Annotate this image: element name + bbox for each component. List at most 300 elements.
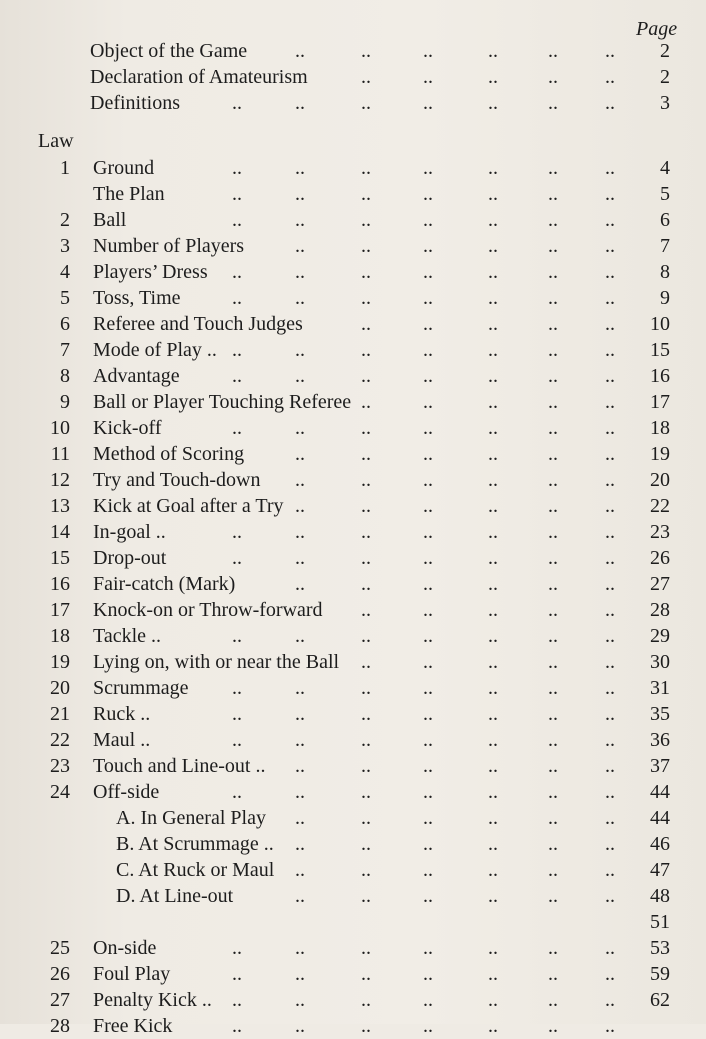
dot-leader: .. [548, 157, 558, 179]
dot-leader: .. [605, 92, 615, 114]
law-number: 11 [50, 443, 70, 465]
entry-title: D. At Line-out [116, 885, 234, 907]
page-number: 47 [650, 859, 670, 881]
law-number: 28 [50, 1015, 70, 1037]
page-number: 5 [660, 183, 670, 205]
toc-law-entry [0, 623, 706, 649]
dot-leader: .. [548, 989, 558, 1011]
dot-leader: .. [361, 729, 371, 751]
dot-leader: .. [605, 313, 615, 335]
toc-law-entry [0, 753, 706, 779]
page-number: 18 [650, 417, 670, 439]
dot-leader: .. [295, 989, 305, 1011]
dot-leader: .. [295, 963, 305, 985]
dot-leader: .. [423, 157, 433, 179]
dot-leader: .. [361, 781, 371, 803]
page-number: 10 [650, 313, 670, 335]
law-number: 5 [60, 287, 70, 309]
dot-leader: .. [548, 287, 558, 309]
entry-title: Method of Scoring [93, 443, 245, 465]
law-number: 14 [50, 521, 70, 543]
toc-front-entry [0, 38, 706, 64]
dot-leader: .. [423, 261, 433, 283]
dot-leader: .. [232, 625, 242, 647]
page-number: 7 [660, 235, 670, 257]
dot-leader: .. [605, 339, 615, 361]
dot-leader: .. [423, 521, 433, 543]
dot-leader: .. [423, 495, 433, 517]
entry-title: Scrummage [93, 677, 189, 699]
dot-leader: .. [605, 625, 615, 647]
page-number: 6 [660, 209, 670, 231]
page-number: 20 [650, 469, 670, 491]
toc-law-entry [0, 467, 706, 493]
dot-leader: .. [361, 937, 371, 959]
page-number: 26 [650, 547, 670, 569]
dot-leader: .. [423, 469, 433, 491]
page-number: 2 [660, 40, 670, 62]
page-number: 8 [660, 261, 670, 283]
toc-law-entry [0, 363, 706, 389]
dot-leader: .. [548, 391, 558, 413]
dot-leader: .. [488, 625, 498, 647]
page-number: 37 [650, 755, 670, 777]
toc-law-entry [0, 181, 706, 207]
law-number: 25 [50, 937, 70, 959]
dot-leader: .. [232, 547, 242, 569]
dot-leader: .. [488, 235, 498, 257]
dot-leader: .. [295, 885, 305, 907]
dot-leader: .. [295, 937, 305, 959]
entry-title: Referee and Touch Judges [93, 313, 303, 335]
dot-leader: .. [295, 521, 305, 543]
dot-leader: .. [488, 833, 498, 855]
dot-leader: .. [423, 417, 433, 439]
dot-leader: .. [605, 807, 615, 829]
dot-leader: .. [605, 703, 615, 725]
dot-leader: .. [232, 963, 242, 985]
entry-title: Maul .. [93, 729, 151, 751]
toc-law-entry [0, 571, 706, 597]
entry-title: Players’ Dress [93, 261, 208, 283]
toc-law-entry [0, 441, 706, 467]
dot-leader: .. [295, 833, 305, 855]
entry-title: Free Kick [93, 1015, 173, 1037]
page-number: 23 [650, 521, 670, 543]
dot-leader: .. [295, 625, 305, 647]
dot-leader: .. [232, 287, 242, 309]
law-number: 16 [50, 573, 70, 595]
dot-leader: .. [605, 209, 615, 231]
dot-leader: .. [295, 365, 305, 387]
dot-leader: .. [361, 313, 371, 335]
dot-leader: .. [361, 807, 371, 829]
dot-leader: .. [548, 1015, 558, 1037]
page-number: 9 [660, 287, 670, 309]
dot-leader: .. [423, 287, 433, 309]
dot-leader: .. [232, 339, 242, 361]
dot-leader: .. [488, 261, 498, 283]
entry-title: Definitions [90, 92, 180, 114]
dot-leader: .. [548, 443, 558, 465]
dot-leader: .. [605, 521, 615, 543]
dot-leader: .. [488, 937, 498, 959]
dot-leader: .. [488, 755, 498, 777]
law-number: 22 [50, 729, 70, 751]
dot-leader: .. [488, 209, 498, 231]
dot-leader: .. [361, 989, 371, 1011]
entry-title: Toss, Time [93, 287, 181, 309]
entry-title: Kick at Goal after a Try [93, 495, 284, 517]
law-number: 13 [50, 495, 70, 517]
dot-leader: .. [488, 495, 498, 517]
dot-leader: .. [548, 833, 558, 855]
dot-leader: .. [423, 885, 433, 907]
dot-leader: .. [548, 885, 558, 907]
dot-leader: .. [295, 1015, 305, 1037]
dot-leader: .. [488, 443, 498, 465]
dot-leader: .. [548, 313, 558, 335]
dot-leader: .. [423, 365, 433, 387]
dot-leader: .. [295, 573, 305, 595]
entry-title: Declaration of Amateurism [90, 66, 308, 88]
page-number: 59 [650, 963, 670, 985]
dot-leader: .. [605, 66, 615, 88]
entry-title: Try and Touch-down [93, 469, 261, 491]
toc-law-entry [0, 701, 706, 727]
dot-leader: .. [232, 365, 242, 387]
law-number: 10 [50, 417, 70, 439]
dot-leader: .. [295, 183, 305, 205]
page-number: 15 [650, 339, 670, 361]
toc-law-entry [0, 805, 706, 831]
dot-leader: .. [488, 521, 498, 543]
toc-law-entry [0, 519, 706, 545]
dot-leader: .. [232, 989, 242, 1011]
dot-leader: .. [361, 391, 371, 413]
entry-title: Off-side [93, 781, 160, 803]
page-number: 28 [650, 599, 670, 621]
dot-leader: .. [423, 833, 433, 855]
dot-leader: .. [488, 651, 498, 673]
entry-title: On-side [93, 937, 157, 959]
dot-leader: .. [488, 339, 498, 361]
dot-leader: .. [548, 365, 558, 387]
toc-law-entry [0, 389, 706, 415]
page-number: 51 [650, 911, 670, 933]
dot-leader: .. [295, 469, 305, 491]
dot-leader: .. [423, 339, 433, 361]
dot-leader: .. [548, 547, 558, 569]
dot-leader: .. [605, 547, 615, 569]
dot-leader: .. [423, 651, 433, 673]
entry-title: Fair-catch (Mark) [93, 573, 236, 595]
dot-leader: .. [295, 92, 305, 114]
dot-leader: .. [361, 963, 371, 985]
dot-leader: .. [423, 937, 433, 959]
toc-law-entry [0, 545, 706, 571]
dot-leader: .. [605, 183, 615, 205]
dot-leader: .. [295, 157, 305, 179]
dot-leader: .. [488, 807, 498, 829]
dot-leader: .. [488, 859, 498, 881]
toc-law-entry [0, 779, 706, 805]
toc-law-entry [0, 493, 706, 519]
dot-leader: .. [488, 417, 498, 439]
dot-leader: .. [361, 703, 371, 725]
dot-leader: .. [488, 677, 498, 699]
dot-leader: .. [423, 391, 433, 413]
dot-leader: .. [361, 625, 371, 647]
dot-leader: .. [361, 287, 371, 309]
dot-leader: .. [295, 703, 305, 725]
dot-leader: .. [488, 183, 498, 205]
dot-leader: .. [361, 66, 371, 88]
entry-title: C. At Ruck or Maul [116, 859, 275, 881]
dot-leader: .. [361, 859, 371, 881]
dot-leader: .. [361, 755, 371, 777]
dot-leader: .. [423, 599, 433, 621]
dot-leader: .. [361, 157, 371, 179]
toc-law-entry [0, 415, 706, 441]
toc-law-entry [0, 207, 706, 233]
dot-leader: .. [605, 157, 615, 179]
dot-leader: .. [295, 781, 305, 803]
dot-leader: .. [232, 417, 242, 439]
law-number: 3 [60, 235, 70, 257]
dot-leader: .. [232, 703, 242, 725]
entry-title: Object of the Game [90, 40, 248, 62]
dot-leader: .. [605, 365, 615, 387]
dot-leader: .. [548, 703, 558, 725]
entry-title: Touch and Line-out .. [93, 755, 266, 777]
entry-title: Ball or Player Touching Referee [93, 391, 352, 413]
law-number: 8 [60, 365, 70, 387]
page-number: 17 [650, 391, 670, 413]
dot-leader: .. [548, 963, 558, 985]
dot-leader: .. [361, 677, 371, 699]
law-number: 17 [50, 599, 70, 621]
dot-leader: .. [361, 521, 371, 543]
dot-leader: .. [605, 287, 615, 309]
law-number: 20 [50, 677, 70, 699]
toc-law-entry [0, 649, 706, 675]
law-number: 2 [60, 209, 70, 231]
dot-leader: .. [232, 677, 242, 699]
dot-leader: .. [605, 677, 615, 699]
dot-leader: .. [548, 209, 558, 231]
dot-leader: .. [605, 573, 615, 595]
dot-leader: .. [605, 963, 615, 985]
entry-title: B. At Scrummage .. [116, 833, 274, 855]
law-number: 15 [50, 547, 70, 569]
page-number: 48 [650, 885, 670, 907]
dot-leader: .. [295, 287, 305, 309]
dot-leader: .. [488, 1015, 498, 1037]
page-number: 22 [650, 495, 670, 517]
dot-leader: .. [361, 833, 371, 855]
toc-law-entry [0, 337, 706, 363]
dot-leader: .. [295, 677, 305, 699]
dot-leader: .. [232, 781, 242, 803]
dot-leader: .. [361, 443, 371, 465]
dot-leader: .. [232, 729, 242, 751]
dot-leader: .. [548, 66, 558, 88]
dot-leader: .. [548, 417, 558, 439]
toc-front-entry [0, 90, 706, 116]
entry-title: Drop-out [93, 547, 167, 569]
dot-leader: .. [295, 729, 305, 751]
toc-law-entry [0, 909, 706, 935]
entry-title: Number of Players [93, 235, 245, 257]
law-number: 6 [60, 313, 70, 335]
dot-leader: .. [423, 729, 433, 751]
dot-leader: .. [605, 469, 615, 491]
dot-leader: .. [548, 859, 558, 881]
dot-leader: .. [488, 781, 498, 803]
page-number: 46 [650, 833, 670, 855]
dot-leader: .. [548, 235, 558, 257]
toc-law-entry [0, 831, 706, 857]
page-number: 2 [660, 66, 670, 88]
dot-leader: .. [488, 313, 498, 335]
page-number: 31 [650, 677, 670, 699]
dot-leader: .. [423, 677, 433, 699]
law-number: 27 [50, 989, 70, 1011]
dot-leader: .. [423, 1015, 433, 1037]
dot-leader: .. [423, 963, 433, 985]
entry-title: A. In General Play [116, 807, 266, 829]
dot-leader: .. [361, 547, 371, 569]
dot-leader: .. [423, 313, 433, 335]
law-number: 7 [60, 339, 70, 361]
dot-leader: .. [423, 235, 433, 257]
dot-leader: .. [605, 261, 615, 283]
dot-leader: .. [605, 443, 615, 465]
toc-law-entry [0, 727, 706, 753]
dot-leader: .. [423, 755, 433, 777]
dot-leader: .. [548, 755, 558, 777]
entry-title: Penalty Kick .. [93, 989, 212, 1011]
dot-leader: .. [605, 859, 615, 881]
dot-leader: .. [295, 209, 305, 231]
law-number: 21 [50, 703, 70, 725]
dot-leader: .. [232, 937, 242, 959]
law-number: 18 [50, 625, 70, 647]
dot-leader: .. [423, 92, 433, 114]
toc-law-entry [0, 259, 706, 285]
entry-title: Mode of Play .. [93, 339, 217, 361]
toc-law-entry [0, 987, 706, 1013]
toc-law-entry [0, 1013, 706, 1039]
law-number: 9 [60, 391, 70, 413]
dot-leader: .. [548, 729, 558, 751]
dot-leader: .. [488, 66, 498, 88]
law-number: 23 [50, 755, 70, 777]
dot-leader: .. [361, 1015, 371, 1037]
dot-leader: .. [295, 547, 305, 569]
dot-leader: .. [488, 729, 498, 751]
dot-leader: .. [548, 781, 558, 803]
toc-law-entry [0, 311, 706, 337]
page-number: 19 [650, 443, 670, 465]
dot-leader: .. [548, 573, 558, 595]
dot-leader: .. [605, 235, 615, 257]
dot-leader: .. [423, 781, 433, 803]
dot-leader: .. [361, 495, 371, 517]
dot-leader: .. [361, 885, 371, 907]
dot-leader: .. [548, 92, 558, 114]
dot-leader: .. [548, 469, 558, 491]
dot-leader: .. [488, 963, 498, 985]
law-number: 4 [60, 261, 70, 283]
law-number: 26 [50, 963, 70, 985]
page-number: 27 [650, 573, 670, 595]
dot-leader: .. [361, 469, 371, 491]
dot-leader: .. [548, 521, 558, 543]
entry-title: Ground [93, 157, 155, 179]
toc-law-entry [0, 883, 706, 909]
dot-leader: .. [605, 833, 615, 855]
toc-law-entry [0, 155, 706, 181]
dot-leader: .. [295, 443, 305, 465]
toc-law-entry [0, 961, 706, 987]
dot-leader: .. [605, 495, 615, 517]
dot-leader: .. [423, 547, 433, 569]
dot-leader: .. [295, 235, 305, 257]
dot-leader: .. [548, 183, 558, 205]
page-number: 36 [650, 729, 670, 751]
dot-leader: .. [361, 209, 371, 231]
dot-leader: .. [295, 495, 305, 517]
page-number: 30 [650, 651, 670, 673]
entry-title: Tackle .. [93, 625, 162, 647]
dot-leader: .. [488, 287, 498, 309]
dot-leader: .. [488, 157, 498, 179]
dot-leader: .. [295, 40, 305, 62]
dot-leader: .. [488, 365, 498, 387]
page-number: 35 [650, 703, 670, 725]
dot-leader: .. [488, 391, 498, 413]
dot-leader: .. [232, 261, 242, 283]
dot-leader: .. [361, 651, 371, 673]
dot-leader: .. [605, 885, 615, 907]
dot-leader: .. [295, 261, 305, 283]
dot-leader: .. [295, 417, 305, 439]
page-number: 44 [650, 781, 670, 803]
dot-leader: .. [423, 443, 433, 465]
dot-leader: .. [605, 1015, 615, 1037]
toc-law-entry [0, 935, 706, 961]
entry-title: Knock-on or Throw-forward [93, 599, 323, 621]
dot-leader: .. [488, 703, 498, 725]
dot-leader: .. [232, 157, 242, 179]
dot-leader: .. [548, 495, 558, 517]
dot-leader: .. [488, 469, 498, 491]
dot-leader: .. [232, 209, 242, 231]
dot-leader: .. [605, 391, 615, 413]
law-number: 19 [50, 651, 70, 673]
dot-leader: .. [548, 625, 558, 647]
dot-leader: .. [548, 261, 558, 283]
dot-leader: .. [295, 859, 305, 881]
dot-leader: .. [488, 573, 498, 595]
dot-leader: .. [548, 339, 558, 361]
entry-title: Kick-off [93, 417, 162, 439]
dot-leader: .. [361, 183, 371, 205]
dot-leader: .. [361, 417, 371, 439]
dot-leader: .. [605, 729, 615, 751]
